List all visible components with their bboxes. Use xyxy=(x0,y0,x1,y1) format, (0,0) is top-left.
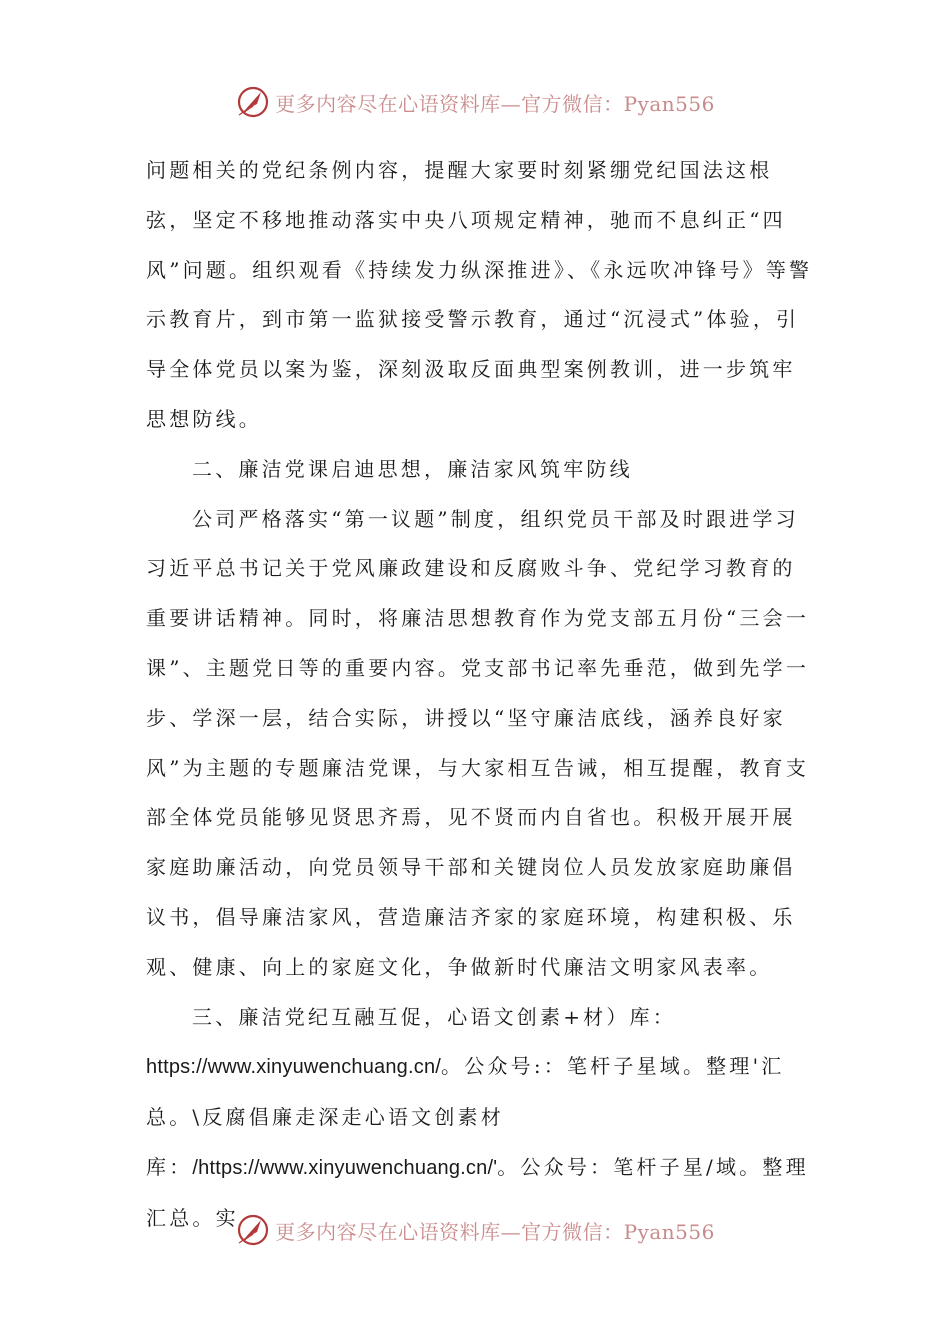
url-link-2[interactable]: /https://www.xinyuwenchuang.cn/' xyxy=(192,1156,498,1179)
paragraph-section-2: 公司严格落实“第一议题”制度，组织党员干部及时跟进学习习近平总书记关于党风廉政建设和反腐败斗争、党纪学习教育的重要讲话精神。同时，将廉洁思想教育作为党支部五月份“三会一课”、主题党日等的重要内容。党支部书记率先垂范，做到先学一步、学深一层，结合实际，讲授以“坚守廉洁底线，涵养良好家风”为主题的专题廉洁党课，与大家相互告诫，相互提醒，教育支部全体党员能够见贤思齐焉，见不贤而内自省也。积极开展开展家庭助廉活动，向党员领导干部和关键岗位人员发放家庭助廉倡议书，倡导廉洁家风，营造廉洁齐家的家庭环境，构建积极、乐观、健康、向上的家庭文化，争做新时代廉洁文明家风表率。 xyxy=(146,506,810,979)
header-brand-text: 更多内容尽在心语资料库— xyxy=(275,91,522,116)
document-body xyxy=(146,146,818,1244)
paragraph-section-3 xyxy=(146,993,818,1244)
header-banner xyxy=(0,82,950,122)
section-heading-2: 二、廉洁党课启迪思想，廉洁家风筑牢防线 xyxy=(192,456,633,481)
section-3-text-b: 。公众号:：笔杆子星域。整理'汇总。\反腐倡廉走深走心语文创素材库： xyxy=(146,1054,785,1179)
section-3-text-a: 三、廉洁党纪互融互促，心语文创素+材）库： xyxy=(192,1004,676,1029)
header-wechat-text: 官方微信：Pyan556 xyxy=(521,91,715,116)
footer-brand-text: 更多内容尽在心语资料库— xyxy=(275,1219,522,1244)
footer-wechat-text: 官方微信：Pyan556 xyxy=(521,1219,715,1244)
section-3-text-c: 。公众号：笔杆子星/域。整理汇总。实 xyxy=(146,1154,809,1230)
quill-logo-icon xyxy=(235,84,271,120)
quill-logo-icon xyxy=(235,1212,271,1248)
url-link-1[interactable]: https://www.xinyuwenchuang.cn/ xyxy=(146,1056,442,1079)
footer-banner xyxy=(0,1210,950,1250)
paragraph-continued: 问题相关的党纪条例内容，提醒大家要时刻紧绷党纪国法这根弦，坚定不移地推动落实中央八项规定精神，驰而不息纠正“四风”问题。组织观看《持续发力纵深推进》、《永远吹冲锋号》等警示教育片，到市第一监狱接受警示教育，通过“沉浸式”体验，引导全体党员以案为鉴，深刻汲取反面典型案例教训，进一步筑牢思想防线。 xyxy=(146,158,813,431)
